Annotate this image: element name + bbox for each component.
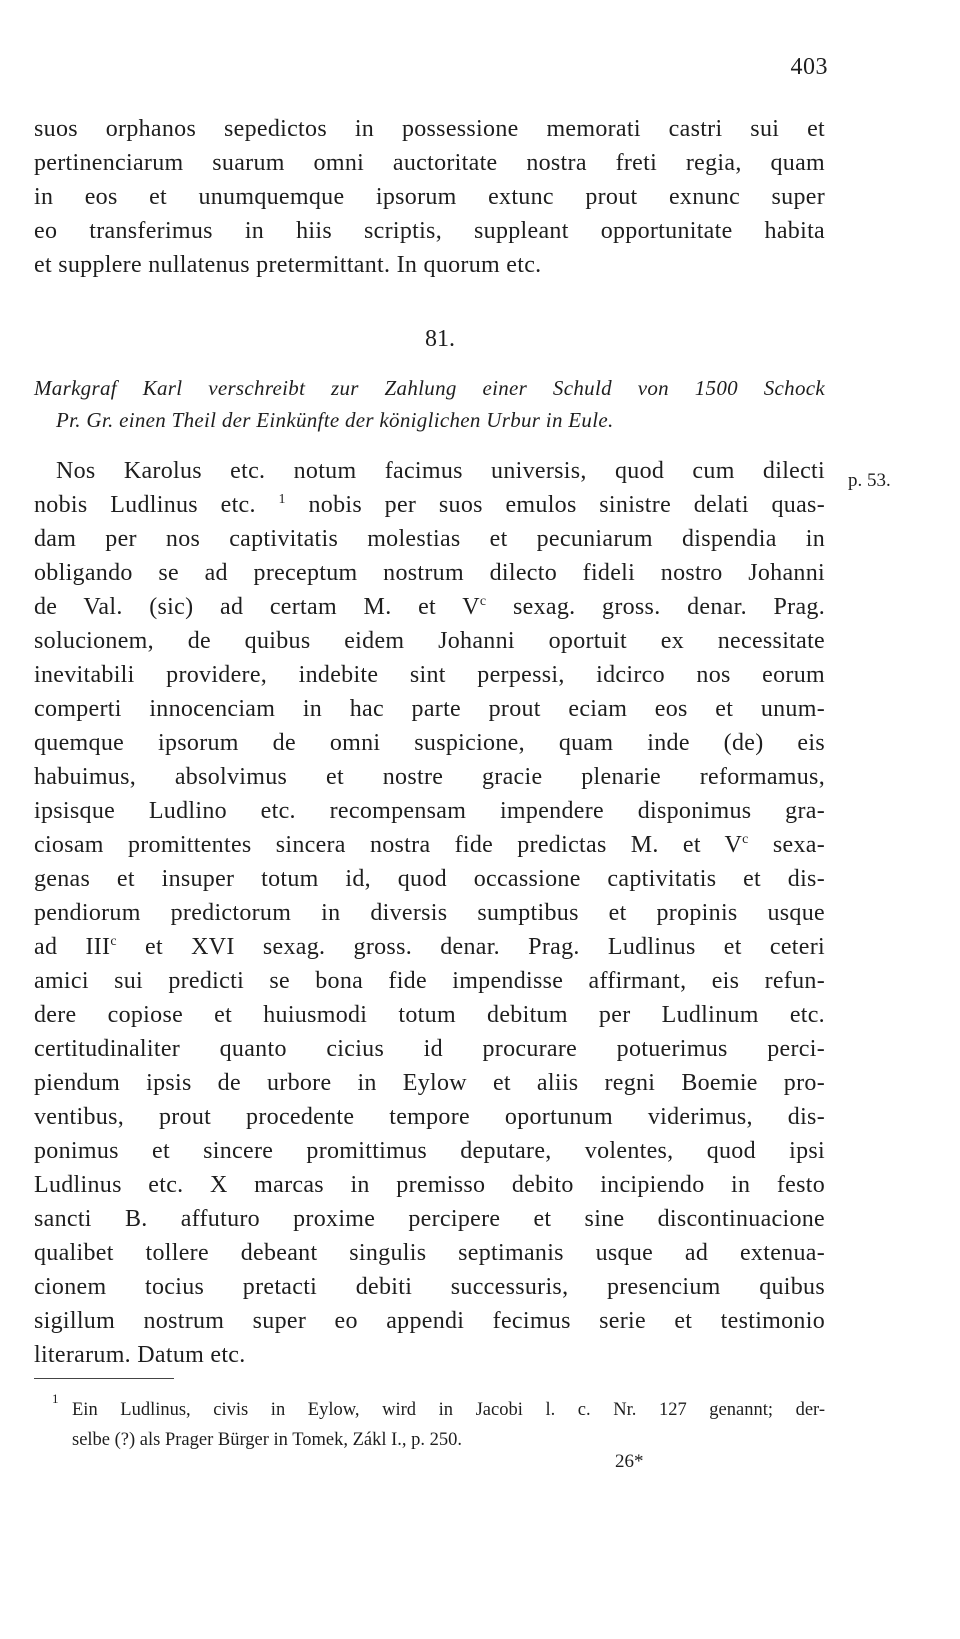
text-line: in eos et unumquemque ipsorum extunc prout exnunc super (34, 184, 825, 210)
margin-note: p. 53. (848, 470, 891, 491)
body-line (34, 590, 825, 624)
superscript: c (479, 594, 487, 609)
body-line: piendum ipsis de urbore in Eylow et aliis regni Boemie pro- (34, 1070, 825, 1096)
text-line: pertinenciarum suarum omni auctoritate nostra freti regia, quam (34, 150, 825, 176)
body-line: quemque ipsorum de omni suspicione, quam inde (de) eis (34, 730, 825, 756)
footnote-line: selbe (?) als Prager Bürger in Tomek, Zákl I., p. 250. (72, 1430, 463, 1450)
body-line: ventibus, prout procedente tempore oportunum viderimus, dis- (34, 1104, 825, 1130)
body-line-text: et XVI sexag. gross. denar. Prag. Ludlinus et ceteri (116, 934, 825, 960)
footnote-line: Ein Ludlinus, civis in Eylow, wird in Jacobi l. c. Nr. 127 genannt; der- (72, 1400, 825, 1420)
body-line-text: nobis Ludlinus etc. (34, 492, 279, 518)
text-line: et supplere nullatenus pretermittant. In quorum etc. (34, 252, 542, 278)
footnote-marker: 1 (52, 1391, 59, 1406)
body-line (34, 930, 825, 964)
body-line: amici sui predicti se bona fide impendisse affirmant, eis refun- (34, 968, 825, 994)
body-line-text: ciosam promittentes sincera nostra fide predictas M. et V (34, 832, 743, 858)
body-line: obligando se ad preceptum nostrum dilecto fideli nostro Johanni (34, 560, 825, 586)
signature-mark: 26* (615, 1451, 644, 1472)
text-line: suos orphanos sepedictos in possessione memorati castri sui et (34, 116, 825, 142)
body-line: pendiorum predictorum in diversis sumptibus et propinis usque (34, 900, 825, 926)
body-line-text: sexag. gross. denar. Prag. (486, 594, 825, 620)
body-line: cionem tocius pretacti debiti successuris, presencium quibus (34, 1274, 825, 1300)
superscript: c (110, 934, 117, 949)
body-line: dam per nos captivitatis molestias et pecuniarum dispendia in (34, 526, 825, 552)
body-line: qualibet tollere debeant singulis septimanis usque ad extenua- (34, 1240, 825, 1266)
body-line: sigillum nostrum super eo appendi fecimus serie et testimonio (34, 1308, 825, 1334)
document-heading-line: Markgraf Karl verschreibt zur Zahlung einer Schuld von 1500 Schock (34, 376, 825, 400)
body-line: habuimus, absolvimus et nostre gracie plenarie reformamus, (34, 764, 825, 790)
body-line (34, 488, 825, 522)
body-line: Ludlinus etc. X marcas in premisso debito incipiendo in festo (34, 1172, 825, 1198)
body-line: ponimus et sincere promittimus deputare, volentes, quod ipsi (34, 1138, 825, 1164)
text-line: eo transferimus in hiis scriptis, suppleant opportunitate habita (34, 218, 825, 244)
body-line: comperti innocenciam in hac parte prout eciam eos et unum- (34, 696, 825, 722)
body-line: sancti B. affuturo proxime percipere et sine discontinuacione (34, 1206, 825, 1232)
document-number: 81. (425, 326, 455, 352)
body-line: solucionem, de quibus eidem Johanni oportuit ex necessitate (34, 628, 825, 654)
body-line-text: ad III (34, 934, 111, 960)
page-number: 403 (790, 54, 828, 80)
body-line: certitudinaliter quanto cicius id procurare potuerimus perci- (34, 1036, 825, 1062)
body-line: Nos Karolus etc. notum facimus universis, quod cum dilecti (56, 458, 825, 484)
body-line: ipsisque Ludlino etc. recompensam impendere disponimus gra- (34, 798, 825, 824)
footnote-rule (34, 1378, 174, 1379)
body-line: genas et insuper totum id, quod occassione captivitatis et dis- (34, 866, 825, 892)
body-line-text: sexa- (748, 832, 825, 858)
body-line-text: de Val. (sic) ad certam M. et V (34, 594, 480, 620)
footnote-reference: 1 (278, 492, 286, 507)
document-heading-line: Pr. Gr. einen Theil der Einkünfte der königlichen Urbur in Eule. (56, 408, 614, 432)
body-line (34, 828, 825, 862)
body-line: inevitabili providere, indebite sint perpessi, idcirco nos eorum (34, 662, 825, 688)
body-line: literarum. Datum etc. (34, 1342, 246, 1368)
body-line-text: nobis per suos emulos sinistre delati quas- (285, 492, 825, 518)
superscript: c (742, 832, 749, 847)
body-line: dere copiose et huiusmodi totum debitum per Ludlinum etc. (34, 1002, 825, 1028)
